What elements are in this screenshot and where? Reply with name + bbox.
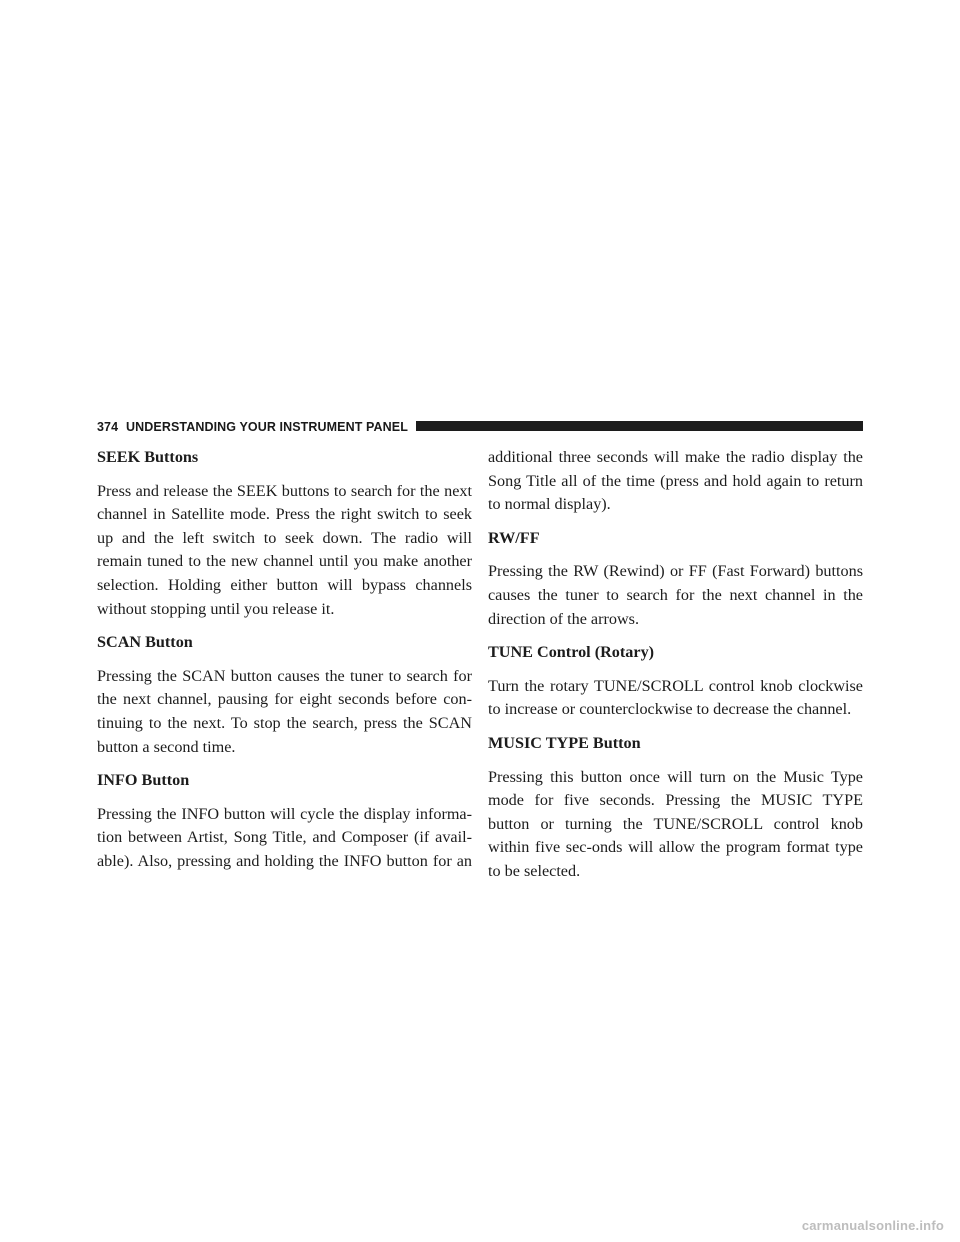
header-rule-bar [416,421,863,431]
section-title: UNDERSTANDING YOUR INSTRUMENT PANEL [126,420,408,434]
left-column [97,446,472,884]
heading-tune-control: TUNE Control (Rotary) [488,643,655,662]
paragraph-scan-button: Pressing the SCAN button causes the tuner to search for the next channel, pausing for eight seconds before con-tinuing to the next. To stop the search, press the SCAN button a second time. [97,666,472,756]
page-number: 374 [97,420,119,434]
footer-watermark: carmanualsonline.info [801,1218,944,1233]
paragraph-tune-control: Turn the rotary TUNE/SCROLL control knob clockwise to increase or counterclockwise to decrease the channel. [488,676,863,719]
page-header [97,419,863,435]
heading-scan-button: SCAN Button [97,633,193,652]
paragraph-seek-buttons: Press and release the SEEK buttons to search for the next channel in Satellite mode. Press the right switch to seek up and the left switch to seek down. The radio will remain tuned to the new channel until you make another selection. Holding either button will bypass channels without stopping until you release it. [97,481,472,618]
heading-info-button: INFO Button [97,771,190,790]
heading-seek-buttons: SEEK Buttons [97,448,199,466]
right-column [488,446,863,894]
heading-rw-ff: RW/FF [488,528,540,547]
paragraph-rw-ff: Pressing the RW (Rewind) or FF (Fast Forward) buttons causes the tuner to search for the next channel in the direction of the arrows. [488,562,863,628]
paragraph-info-continued: additional three seconds will make the radio display the Song Title all of the time (press and hold again to return to normal display). [488,448,863,514]
paragraph-music-type-button: Pressing this button once will turn on the Music Type mode for five seconds. Pressing the MUSIC TYPE button or turning the TUNE/SCROLL control knob within five sec-onds will allow the program format type to be selected. [488,767,863,880]
heading-music-type-button: MUSIC TYPE Button [488,733,641,752]
paragraph-info-button: Pressing the INFO button will cycle the display informa-tion between Artist, Song Title, and Composer (if avail-able). Also, pressing and holding the INFO button for an [97,804,472,870]
